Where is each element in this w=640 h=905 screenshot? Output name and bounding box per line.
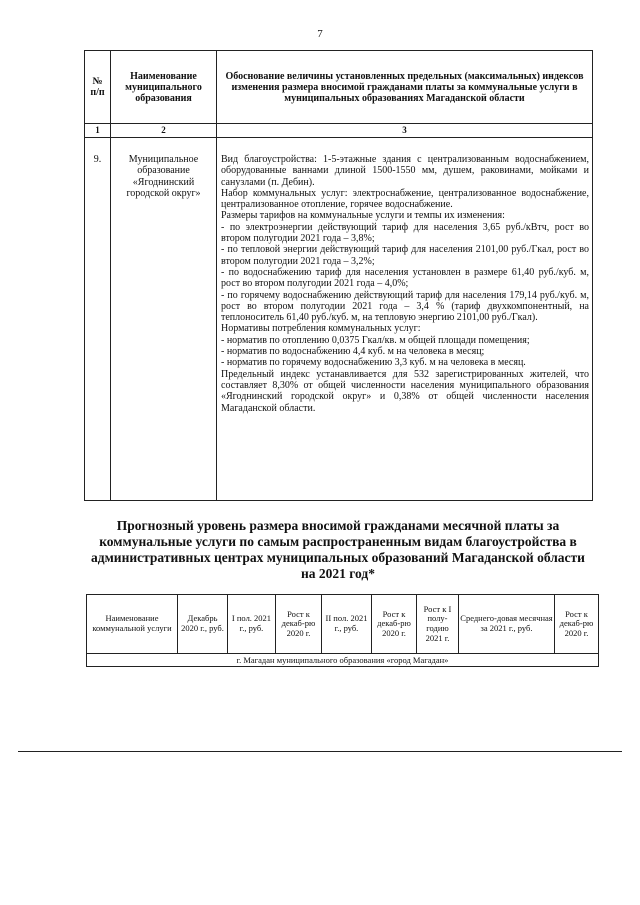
basis-paragraph: Нормативы потребления коммунальных услуг: — [221, 323, 421, 335]
basis-paragraph: - норматив по водоснабжению 4,4 куб. м на человека в месяц; — [221, 346, 485, 358]
basis-paragraph: - по тепловой энергии действующий тариф для населения 2101,00 руб./Гкал, рост во втором полугодии 2021 года – 3,2%; — [221, 244, 589, 267]
table-row — [85, 138, 593, 501]
forecast-col-header: Рост к I полу-годию 2021 г. — [417, 595, 459, 654]
forecast-table — [86, 594, 599, 667]
forecast-col-header: Наименование коммунальной услуги — [87, 595, 178, 654]
forecast-header-row — [87, 595, 599, 654]
basis-paragraph: Набор коммунальных услуг: электроснабжение, централизованное водоснабжение, централизованное отопление, горячее водоснабжение. — [221, 187, 589, 211]
basis-paragraph: Размеры тарифов на коммунальные услуги и темпы их изменения: — [221, 210, 505, 222]
forecast-col-header: Декабрь 2020 г., руб. — [178, 595, 228, 654]
row-number: 9. — [85, 138, 111, 501]
table-header-row — [85, 51, 593, 124]
basis-paragraph: - норматив по горячему водоснабжению 3,3 куб. м на человека в месяц. — [221, 357, 526, 369]
forecast-col-header: Среднего-довая месячная за 2021 г., руб. — [459, 595, 555, 654]
page-divider — [18, 751, 622, 752]
forecast-col-header: Рост к декаб-рю 2020 г. — [372, 595, 417, 654]
forecast-col-header: II пол. 2021 г., руб. — [322, 595, 372, 654]
forecast-section-row — [87, 654, 599, 667]
col-number: 1 — [85, 124, 111, 138]
section-title: г. Магадан муниципального образования «город Магадан» — [87, 654, 599, 667]
municipality-name: Муниципальное образование «Ягоднинский городской округ» — [111, 138, 217, 501]
basis-paragraph: Вид благоустройства: 1-5-этажные здания с централизованным водоснабжением, оборудованные ваннами длиной 1500-1550 мм, душем, раковинами, мойками и санузлами (п. Дебин). — [221, 154, 589, 188]
page-number: 7 — [317, 28, 323, 40]
header-basis: Обоснование величины установленных предельных (максимальных) индексов изменения размера вносимой гражданами платы за коммунальные услуги в муниципальных образованиях Магаданской области — [217, 51, 593, 124]
basis-paragraph: - по горячему водоснабжению действующий тариф для населения 179,14 руб./куб. м, рост во втором полугодии 2021 года – 3,4 % (тариф двухкомпонентный, на теплоноситель 61,40 руб./куб. м, на тепловую энергию 2101,00 руб./Гкал). — [221, 289, 589, 324]
forecast-title: Прогнозный уровень размера вносимой гражданами месячной платы за коммунальные услуги по самым распространенным видам благоустройства в административных центрах муниципальных образований Магаданской области на 2021 год* — [91, 518, 585, 581]
col-number: 3 — [217, 124, 593, 138]
column-number-row — [85, 124, 593, 138]
forecast-col-header: Рост к декаб-рю 2020 г. — [276, 595, 322, 654]
basis-paragraph: - по водоснабжению тариф для населения установлен в размере 61,40 руб./куб. м, рост во втором полугодии 2021 года – 4,0%; — [221, 266, 589, 290]
forecast-col-header: I пол. 2021 г., руб. — [228, 595, 276, 654]
basis-paragraph: Предельный индекс устанавливается для 532 зарегистрированных жителей, что составляет 8,30% от общей численности населения муниципального образования «Ягоднинский городской округ» и 0,38% от общей численности населения Магаданской области. — [221, 368, 589, 414]
forecast-col-header: Рост к декаб-рю 2020 г. — [555, 595, 599, 654]
header-municipality: Наименование муниципального образования — [111, 51, 217, 124]
basis-text — [217, 138, 593, 501]
basis-paragraph: - по электроэнергии действующий тариф для населения 3,65 руб./кВтч, рост во втором полугодии 2021 года – 3,8%; — [221, 221, 589, 245]
header-num: № п/п — [85, 51, 111, 124]
limit-index-table — [84, 50, 593, 501]
basis-paragraph: - норматив по отоплению 0,0375 Гкал/кв. м общей площади помещения; — [221, 334, 530, 346]
col-number: 2 — [111, 124, 217, 138]
